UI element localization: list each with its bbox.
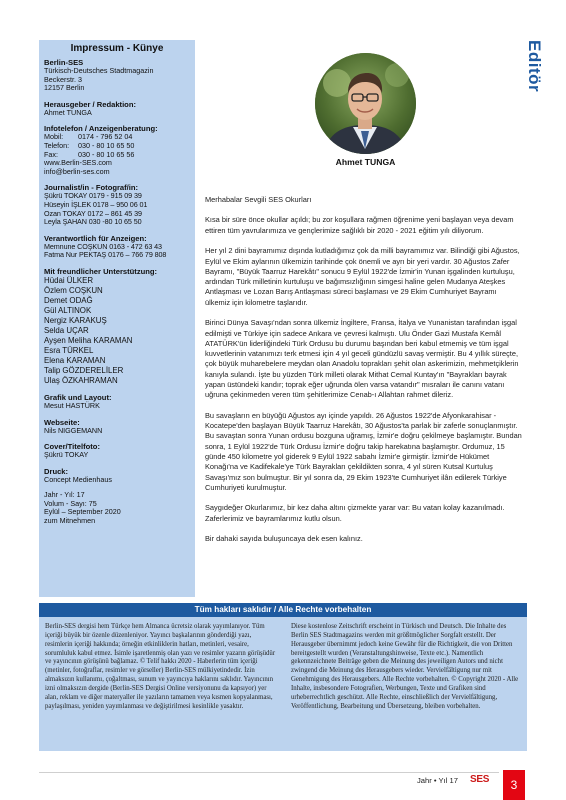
supporters-block	[44, 267, 190, 386]
rights-banner: Tüm hakları saklıdır / Alle Rechte vorbehalten	[39, 603, 527, 617]
print-name: Concept Medienhaus	[44, 474, 112, 484]
supporter-name: Demet ODAĞ	[44, 295, 93, 305]
supporter-name: Talip GÖZDERELİLER	[44, 365, 124, 375]
contact-heading: Infotelefon / Anzeigenberatung:	[44, 124, 158, 134]
ads-heading: Verantwortlich für Anzeigen:	[44, 233, 147, 243]
print-block	[44, 467, 190, 485]
rights-german: Diese kostenlose Zeitschrift erscheint in Türkisch und Deutsch. Die Inhalte des Berlin SES Stadtmagazins werden mit größtmöglicher Sorgfalt erstellt. Der Herausgeber übernimmt jedoch keine Gewähr für die Richtigkeit, die von Dritten bereitgestellt wurden (Veranstaltungshinweise, Texte etc.). Namentlich gekennzeichnete Beiträge geben die Meinung des jeweiligen Autors und nicht zwingend die Meinung des Herausgebers wieder. Vervielfältigung nur mit Genehmigung des Herausgebers. Alle Rechte vorbehalten. © Copyright 2020 - Alle Inhalte, insbesondere Fotografien, Werbungen, Texte und Grafiken sind urheberrechtlich geschützt. Alle Rechte, einschließlich der Vervielfältigung, Veröffentlichung, Bearbeitung und Übersetzung, bleiben vorbehalten.	[291, 623, 519, 710]
supporters-heading: Mit freundlicher Unterstützung:	[44, 266, 158, 276]
cover-block	[44, 442, 190, 460]
issue-line: Eylül – September 2020	[44, 507, 121, 517]
publisher-line: Türkisch-Deutsches Stadtmagazin	[44, 66, 154, 75]
supporter-name: Özlem COŞKUN	[44, 285, 103, 295]
website-name: Nils NIGGEMANN	[44, 425, 103, 435]
author-name: Ahmet TUNGA	[335, 157, 396, 167]
print-heading: Druck:	[44, 466, 69, 476]
ads-entry: Fatma Nur PEKTAŞ 0176 – 766 79 808	[44, 250, 167, 260]
supporter-name: Ulaş ÖZKAHRAMAN	[44, 375, 118, 385]
rights-turkish: Berlin-SES dergisi hem Türkçe hem Almanca ücretsiz olarak yayımlanıyor. Tüm içeriği büyük bir özenle düzenleniyor. Yayıncı başkalarının gönderdiği yazı, resimlerin içeriği hakkında; örneğin etkinliklerin hatları, metinleri, vesaire, sorumluluk kabul etmez. İsimle işaretlenmiş olan yazı ve resimler yazarın görüşüdür ve yayıncının görüşünü bağlamaz. © Telif hakkı 2020 - Haberlerin tüm içeriği (metinler, fotoğraflar, resimler ve görseller) Berlin-SES mülkiyetindedir. İzin almaksızın kullanımı, çoğaltması, sunum ve yayıncıya haklarını saklıdır. Yayıncının izni olmaksızın dergide (Berlin-SES Dergisi Online versiyonunu da kapsıyor) yer alan, reklam ve diğer materyaller ile yazıların tamamen veya kısmen kopyalanması, paylaşılması, yeniden yayımlanması ve değiştirilmesi kesinlikle yasaktır.	[45, 623, 276, 710]
editor-heading: Herausgeber / Redaktion:	[44, 99, 136, 109]
letter-paragraph: Saygıdeğer Okurlarımız, bir kez daha altını çizmekte yarar var: Bu vatan kolay kazanılmadı. Zaferlerimiz ve bayramlarımız kutlu olsun.	[205, 503, 505, 523]
publisher-block	[44, 58, 190, 93]
contact-block	[44, 124, 190, 176]
issue-line: Volum - Sayı: 75	[44, 498, 97, 508]
impressum-title: Impressum - Künye	[70, 43, 164, 54]
website-link[interactable]: www.Berlin-SES.com	[44, 158, 112, 168]
letter-closing: Bir dahaki sayıda buluşuncaya dek esen kalınız.	[205, 534, 363, 544]
supporter-name: Ayşen Meliha KARAMAN	[44, 335, 133, 345]
letter-paragraph: Her yıl 2 dini bayramımız dışında kutladığımız çok da milli bayramımız var. Bilindiği gibi Ağustos, Eylül ve Ekim aylarının ülkemizin tarihinde çok önemli ve ayrı bir yeri vardır. 30 Ağustos Zafer Bayramı, "Büyük Taarruz Harekâtı" sonucu 9 Eylül 1922'de İzmir'in Yunan işgalinden kurtuluşu, ardından Türk milletinin kurtuluşu ve bağımsızlığının simgesi haline gelen Mudanya Ateşkes Antlaşması ve Lozan Barış Antlaşması süreci başlaması ve 29 Ekim Cumhuriyet Bayramı ülkemiz için kilometre taşlarıdır.	[205, 246, 520, 307]
journalist-entry: Şükrü TOKAY 0179 - 915 09 39	[44, 191, 142, 201]
letter-paragraph: Kısa bir süre önce okullar açıldı; bu zor koşullara rağmen öğrenime yeni başlayan veya devam ettiren tüm yavrularımıza ve gençlerimize sağlıklı bir 2020 - 2021 eğitim yılı diliyorum.	[205, 215, 514, 235]
section-label	[521, 40, 547, 100]
publisher-name: Berlin-SES	[44, 58, 84, 67]
email-link[interactable]: info@berlin-ses.com	[44, 166, 110, 176]
supporter-name: Nergiz KARAKUŞ	[44, 315, 107, 325]
impressum-panel	[39, 40, 195, 597]
graphics-name: Mesut HASTÜRK	[44, 400, 100, 410]
author-photo	[315, 53, 416, 154]
author-portrait-icon	[315, 53, 416, 154]
editor-block	[44, 100, 190, 118]
footer-issue: Jahr • Yıl 17	[417, 776, 458, 785]
supporter-name: Selda UÇAR	[44, 325, 89, 335]
website-heading: Webseite:	[44, 417, 80, 427]
rights-panel	[39, 617, 527, 751]
supporter-name: Gül ALTINOK	[44, 305, 92, 315]
cover-name: Şükrü TOKAY	[44, 450, 89, 460]
letter-paragraph: Bu savaşların en büyüğü Ağustos ayı içinde yapıldı. 26 Ağustos 1922'de Afyonkarahisar - Kocatepe'den başlayan Büyük Taarruz Harekâtı, 30 Ağustos'ta parlak bir zaferle sonuçlanmıştır. Bu savaştan sonra Yunan ordusu bozguna uğramış, İzmir'e doğru çekilmeye başlamıştır. Bundan sonra, 1 Eylül 1922'de Türk Ordusu İzmir'e doğru takip harekatına başlamıştır. Ordumuz, 15 günde 450 kilometre yol giderek 9 Eylül 1922 sabahı İzmir'e girmiştir. İzmir'de Hükümet Konağı'na ve Kadifekale'ye Türk Bayrakları çekildikten sonra, 4 yıl süren Kutsal Kurtuluş Savaşı'mız son bulmuştur. Bir yıl sonra da, 29 Ekim 1923'te Cumhuriyet ilân edilerek Türkiye Cumhuriyeti kurulmuştur.	[205, 410, 522, 492]
ads-block	[44, 234, 190, 260]
ads-entry: Memnune COŞKUN 0163 - 472 63 43	[44, 241, 162, 251]
footer-divider	[39, 772, 499, 773]
journalist-entry: Leyla ŞAHAN 030 -80 10 65 50	[44, 217, 142, 227]
issue-line: zum Mitnehmen	[44, 516, 96, 526]
page-number: 3	[503, 770, 525, 800]
section-label-text: Editör	[525, 40, 544, 93]
contact-key: Mobil:	[44, 132, 64, 142]
supporter-name: Hüdai ÜLKER	[44, 275, 94, 285]
letter-paragraph: Birinci Dünya Savaşı'ndan sonra ülkemiz İngiltere, Fransa, İtalya ve Yunanistan tarafından işgal edilmişti ve Türkiye için sadece Ankara ve çevresi kalmıştı. Ulu Önder Gazi Mustafa Kemâl ATATÜRK'ün liderliğindeki Türk Ordusu bu durumu başından beri kabul etmemiş ve tüm işgal kuvvetlerinin vatanımızı terk etmesi için 4 yıl geceli gündüzlü savaş vermiştir. Bu 4 yıllık süreçte, çok büyük muharebelere meydan olan Anadolu toprakları şehit olan askerimizin, mehmetçiklerin kanıyla sulandı. İşte bu yüzden Türk milleti olarak Mithat Cemal Kuntay'ın "Bayrakları bayrak yapan üstündeki kandır; toprak eğer uğrunda ölen varsa vatandır" mısraları ile canını vatanı uğruna çekinmeden veren tüm şehitlerimize Cenab-ı Allahtan rahmet dileriz.	[205, 318, 519, 400]
graphics-heading: Grafik und Layout:	[44, 392, 112, 402]
contact-value: 0174 - 796 52 04	[78, 132, 133, 142]
journalists-heading: Journalist/in - Fotograf/in:	[44, 183, 139, 193]
publisher-line: 12157 Berlin	[44, 83, 85, 93]
contact-key: Fax:	[44, 149, 58, 159]
ses-logo: SES	[470, 774, 490, 785]
supporter-name: Esra TÜRKEL	[44, 345, 94, 355]
contact-value: 030 - 80 10 65 56	[78, 149, 135, 159]
issue-block	[44, 491, 190, 525]
cover-heading: Cover/Titelfoto:	[44, 442, 100, 452]
graphics-block	[44, 393, 190, 411]
supporter-name: Elena KARAMAN	[44, 355, 106, 365]
editorial-letter	[205, 195, 523, 555]
journalist-entry: Hüseyin İŞLEK 0178 – 950 06 01	[44, 199, 148, 209]
website-block	[44, 418, 190, 436]
editor-name: Ahmet TUNGA	[44, 107, 92, 117]
journalists-block	[44, 183, 190, 226]
issue-line: Jahr - Yıl: 17	[44, 490, 85, 500]
letter-greeting: Merhabalar Sevgili SES Okurları	[205, 195, 312, 204]
contact-value: 030 - 80 10 65 50	[78, 140, 135, 150]
contact-key: Telefon:	[44, 140, 70, 150]
journalist-entry: Ozan TOKAY 0172 – 861 45 39	[44, 208, 142, 218]
publisher-line: Beckerstr. 3	[44, 74, 82, 84]
